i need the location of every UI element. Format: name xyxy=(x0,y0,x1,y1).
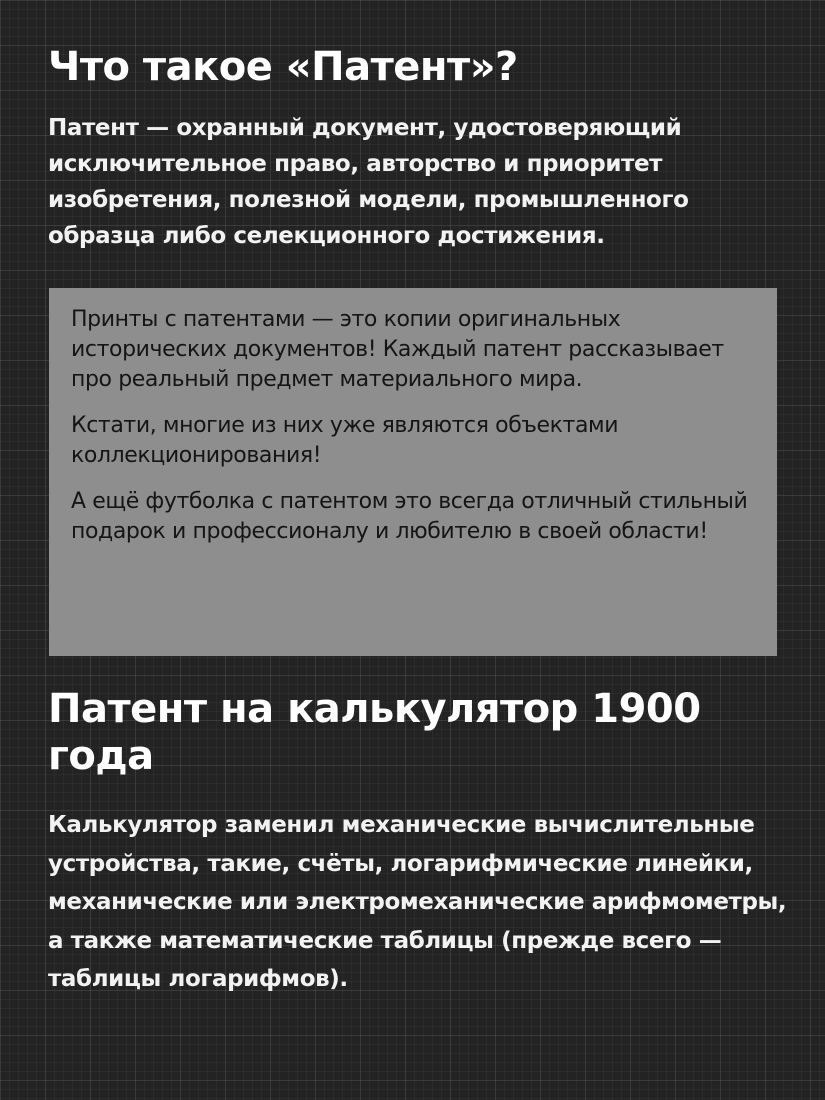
patent-prints-info-box xyxy=(49,288,777,656)
patent-definition-text: Патент — охранный документ, удостоверяющий исключительное право, авторство и приоритет изобретения, полезной модели, промышленного образца либо селекционного достижения. xyxy=(48,115,689,249)
calculator-description-text: Калькулятор заменил механические вычислительные устройства, такие, счёты, логарифмические линейки, механические или электромеханические арифмометры, а также математические таблицы (прежде всего — таблицы логарифмов). xyxy=(48,812,787,992)
info-box-paragraph-3: А ещё футболка с патентом это всегда отличный стильный подарок и профессионалу и любителю в своей области! xyxy=(71,489,748,544)
calculator-patent-heading: Патент на калькулятор 1900 года xyxy=(48,686,701,779)
info-box-paragraph-2: Кстати, многие из них уже являются объектами коллекционирования! xyxy=(71,413,619,468)
info-box-paragraph-1: Принты с патентами — это копии оригинальных исторических документов! Каждый патент рассказывает про реальный предмет материального мира. xyxy=(71,307,724,392)
patent-definition-heading: Что такое «Патент»? xyxy=(48,44,518,90)
